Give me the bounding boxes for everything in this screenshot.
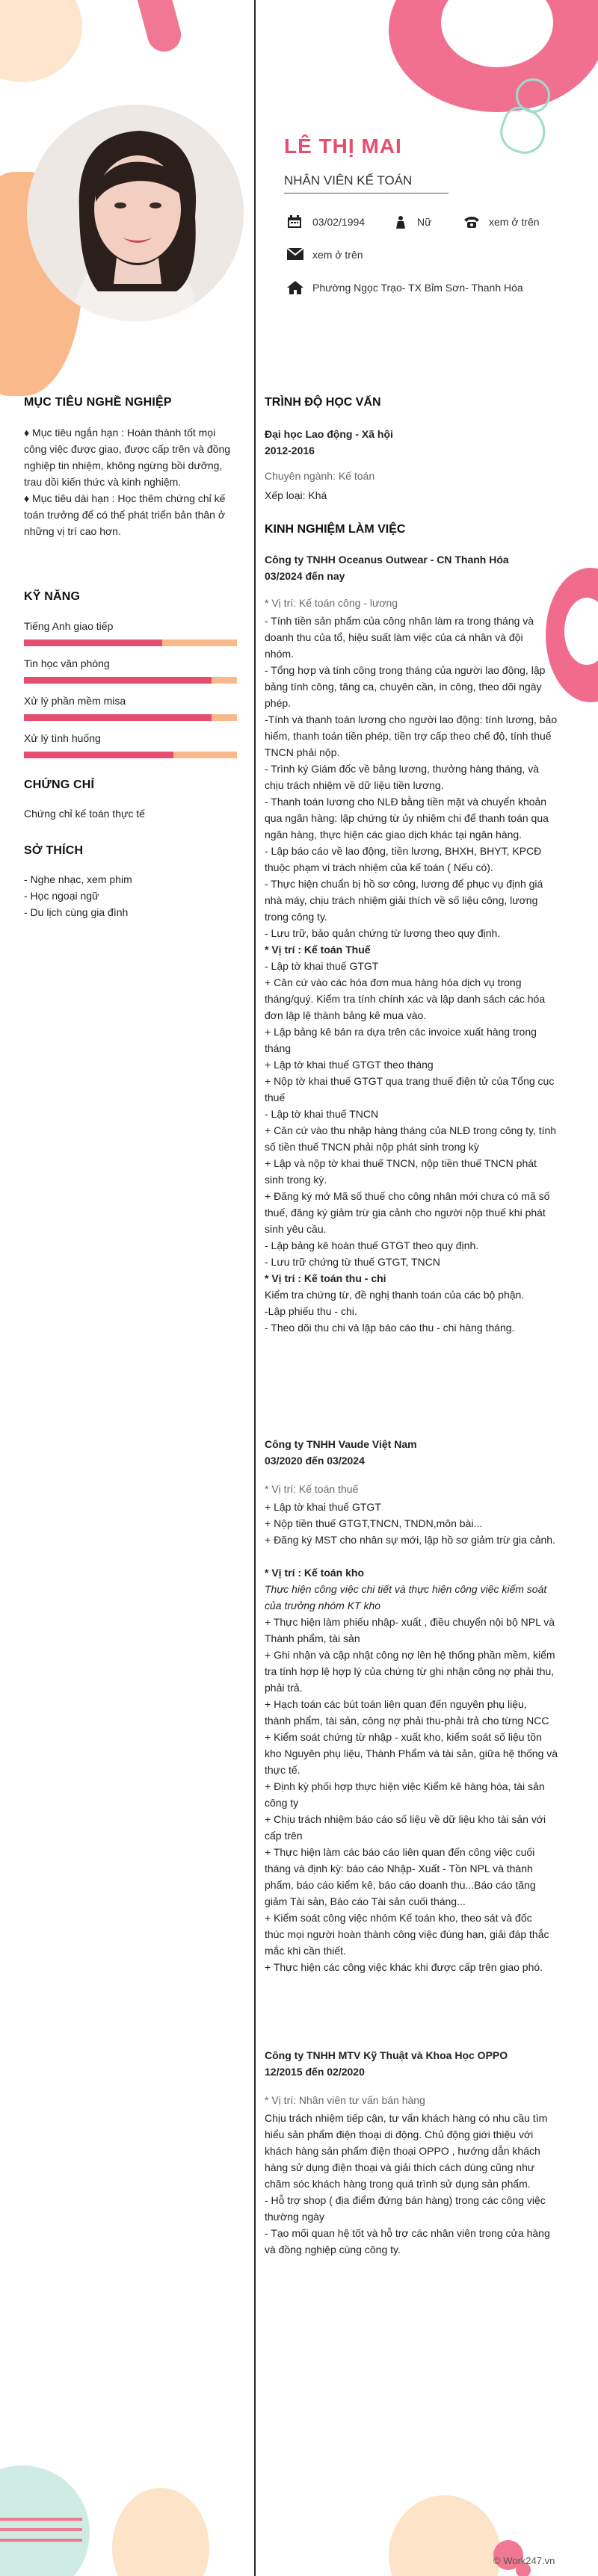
job-detail-line: + Căn cứ vào các hóa đơn mua hàng hóa dịch vụ trong: [265, 976, 522, 988]
address-row: [287, 281, 523, 294]
job-detail-line: - Tổng hợp và tính công trong tháng của người lao động, lập: [265, 664, 546, 676]
job-period: 03/2020 đến 03/2024: [265, 1455, 365, 1467]
hobbies-title: SỞ THÍCH: [24, 844, 84, 857]
skill-fill: [24, 752, 173, 758]
job-detail-line: qua ngân hàng: lập chứng từ ủy nhiệm chi để thanh toán qua: [265, 812, 549, 824]
job-detail-line: kho Nguyên phụ liệu, Thành Phẩm và tài sản, giữa hệ thống và: [265, 1747, 558, 1759]
job-detail-line: nhà máy, chịu trách nhiệm giải thích về số liệu công, lương: [265, 894, 538, 906]
skill-label: Tiếng Anh giao tiếp: [24, 620, 114, 632]
job-detail-line: + Đăng ký MST cho nhân sự mới, lập hồ sơ giảm trừ gia cảnh.: [265, 1534, 555, 1546]
job-period: 03/2024 đến nay: [265, 570, 345, 582]
job-detail-line: - Lập báo cáo về lao động, tiền lương, BHXH, BHYT, KPCĐ: [265, 845, 542, 857]
objective-text: [24, 424, 248, 539]
job-detail-line: - Lập bảng kê hoàn thuế GTGT theo quy định.: [265, 1239, 479, 1251]
job-detail-line: + Thực hiện làm các báo cáo liên quan đến công việc cuối: [265, 1846, 535, 1858]
skills-title: KỸ NĂNG: [24, 590, 81, 603]
job-detail-line: + Lập tờ khai thuế GTGT: [265, 1501, 381, 1513]
skill-fill: [24, 640, 162, 646]
hobby-item: - Học ngoại ngữ: [24, 890, 99, 902]
address-value: Phường Ngọc Trạo- TX Bỉm Sơn- Thanh Hóa: [312, 282, 523, 294]
job-detail-line: Kiểm tra chứng từ, đề nghị thanh toán của các bộ phận.: [265, 1289, 525, 1301]
job-company: Công ty TNHH Vaude Việt Nam: [265, 1438, 417, 1450]
objective-line: ♦ Mục tiêu ngắn hạn : Hoàn thành tốt mọi: [24, 427, 216, 439]
job-detail-line: bảng tính công, tăng ca, chuyên cần, in công, theo dõi ngày: [265, 681, 542, 693]
skill-label: Xử lý tình huống: [24, 732, 101, 744]
job-detail-line: Chịu trách nhiệm tiếp cận, tư vấn khách hàng có nhu cầu tìm: [265, 2112, 548, 2124]
job-detail-line: - Tạo mối quan hệ tốt và hỗ trợ các nhân viên trong cửa hàng: [265, 2227, 550, 2239]
job-detail-line: sinh yêu cầu.: [265, 1223, 327, 1235]
job-detail-line: cấp trên: [265, 1830, 303, 1842]
job-detail-line: -Tính và thanh toán lương cho người lao động: tính lương, bảo: [265, 713, 558, 725]
job-detail-line: + Nộp tiền thuế GTGT,TNCN, TNDN,môn bài...: [265, 1517, 483, 1529]
job-title: NHÂN VIÊN KẾ TOÁN: [284, 173, 413, 188]
job-detail-line: - Thanh toán lương cho NLĐ bằng tiền mặt và chuyển khoản: [265, 796, 547, 808]
birthdate-row: [287, 215, 365, 229]
job-detail-line: và đồng nghiệp cùng công ty.: [265, 2244, 401, 2255]
objective-line: toán trưởng để có thể phát triển bản thân ở: [24, 509, 226, 521]
job-detail-line: hàng sử dụng điện thoại và giải thích cách dùng cũng như: [265, 2161, 535, 2173]
job-detail-line: trong công ty.: [265, 911, 327, 923]
job-description: [265, 1499, 579, 1975]
job-role: * Vị trí: Kế toán thuế: [265, 1483, 359, 1495]
skill-label: Tin học văn phòng: [24, 657, 110, 669]
job-detail-line: - Lưu trữ chứng từ thuế GTGT, TNCN: [265, 1256, 440, 1268]
phone-row: [463, 215, 540, 229]
job-detail-line: thành phẩm, tài sản, công nợ phải thu-phải trả cho từng NCC: [265, 1715, 549, 1727]
job-period: 12/2015 đến 02/2020: [265, 2066, 365, 2078]
job-description: [265, 2110, 579, 2258]
job-detail-line: khách hàng sản phẩm điện thoại OPPO , hướng dẫn khách: [265, 2145, 540, 2157]
skill-bar: [24, 640, 237, 646]
school-years: 2012-2016: [265, 445, 315, 456]
job-role: * Vị trí: Kế toán công - lương: [265, 597, 398, 609]
job-detail-line: phẩm, báo cáo kiểm kê, báo cáo doanh thu...Báo cáo tăng: [265, 1879, 536, 1891]
objective-line: những vị trí cao hơn.: [24, 525, 121, 537]
hobbies-list: [24, 871, 132, 920]
job-detail-line: thực tế.: [265, 1764, 300, 1776]
job-detail-line: phép.: [265, 697, 292, 709]
job-detail-line: giảm Tài sản, Báo cáo Tài sản cuối tháng...: [265, 1895, 466, 1907]
candidate-name: LÊ THỊ MAI: [284, 134, 402, 158]
job-detail-line: thuế: [265, 1092, 286, 1103]
column-divider: [254, 0, 256, 2576]
job-detail-line: Thực hiện công việc chi tiết và thực hiện công việc kiểm soát: [265, 1583, 547, 1595]
envelope-icon: [287, 248, 303, 261]
job-detail-line: sinh trong kỳ.: [265, 1174, 327, 1186]
hobby-item: - Du lịch cùng gia đình: [24, 906, 129, 918]
hobby-item: - Nghe nhạc, xem phim: [24, 873, 132, 885]
job-detail-line: + Nộp tờ khai thuế GTGT qua trang thuế điện tử của Tổng cục: [265, 1075, 555, 1087]
skill-bar: [24, 714, 237, 721]
job-detail-line: + Kiểm soát công việc nhóm Kế toán kho, theo sát và đốc: [265, 1912, 532, 1924]
education-major: Chuyên ngành: Kế toán: [265, 470, 375, 482]
job-detail-line: - Tính tiền sản phẩm của công nhân làm ra trong tháng và: [265, 615, 534, 627]
job-detail-line: - Lưu trữ, bảo quản chứng từ lương theo quy định.: [265, 927, 501, 939]
skill-bar: [24, 677, 237, 684]
watermark: © Work247.vn: [493, 2555, 555, 2566]
job-detail-line: - Hỗ trợ shop ( địa điểm đứng bán hàng) trong các công việc: [265, 2194, 546, 2206]
job-detail-line: thuộc phạm vi trách nhiệm của kế toán ( Nếu có).: [265, 861, 493, 873]
job-detail-line: + Đăng ký mở Mã số thuế cho công nhân mới chưa có mã số: [265, 1190, 550, 1202]
school-name: Đại học Lao động - Xã hội: [265, 428, 393, 440]
job-detail-line: của trưởng nhóm KT kho: [265, 1600, 381, 1611]
decor-stripe: [0, 2539, 82, 2542]
job-detail-line: - Theo dõi thu chi và lập báo cáo thu - chi hàng tháng.: [265, 1322, 515, 1334]
gender-row: [395, 215, 431, 229]
job-detail-line: TNCN phải nộp.: [265, 746, 340, 758]
phone-icon: [463, 215, 480, 229]
job-detail-line: tháng và định kỳ: báo cáo Nhập- Xuất - Tồn NPL và thành: [265, 1863, 533, 1874]
gender-icon: [395, 215, 408, 229]
job-detail-line: - Lập tờ khai thuế GTGT: [265, 960, 379, 972]
email-value: xem ở trên: [312, 249, 363, 261]
objective-title: MỤC TIÊU NGHỀ NGHIỆP: [24, 396, 172, 409]
skill-bar: [24, 752, 237, 758]
avatar-photo: [27, 105, 244, 321]
job-detail-line: + Kiểm soát chứng từ nhập - xuất kho, kiểm soát số liệu tồn: [265, 1731, 542, 1743]
job-detail-line: - Lập tờ khai thuế TNCN: [265, 1108, 379, 1120]
job-detail-line: + Lập bảng kê bán ra dựa trên các invoice xuất hàng trong: [265, 1026, 537, 1038]
job-company: Công ty TNHH Oceanus Outwear - CN Thanh Hóa: [265, 554, 509, 566]
job-detail-line: + Chịu trách nhiệm báo cáo số liệu về dữ liệu kho tài sản với: [265, 1813, 546, 1825]
job-detail-line: + Định kỳ phối hợp thực hiện việc Kiểm kê hàng hóa, tài sản: [265, 1780, 545, 1792]
job-detail-line: ngân hàng, thực hiện các giao dịch khác tại ngân hàng.: [265, 829, 523, 840]
job-detail-line: hiểu sản phẩm điện thoại di động. Chủ động giới thiệu với: [265, 2128, 534, 2140]
decor-pink-shape: [133, 0, 185, 55]
decor-peach-blob: [112, 2488, 209, 2576]
job-detail-line: + Lập và nộp tờ khai thuế TNCN, nộp tiền thuế TNCN phát: [265, 1157, 537, 1169]
job-detail-line: thuế, đăng ký giảm trừ gia cảnh cho người nộp thuế khi phát: [265, 1207, 546, 1219]
job-detail-line: chịu trách nhiệm về dữ liệu tiền lương.: [265, 779, 444, 791]
job-detail-line: tra tính hợp lệ hợp lý của chứng từ ghi nhận công nợ phải thu,: [265, 1665, 555, 1677]
phone-value: xem ở trên: [489, 216, 540, 228]
job-detail-line: hiểm, thanh toán tiền phép, tiền trợ cấp theo chế độ, tính thuế: [265, 730, 552, 742]
decor-stripe: [0, 2528, 82, 2531]
job-detail-line: -Lập phiếu thu - chi.: [265, 1305, 357, 1317]
objective-line: nghiệp tin nhiệm, không ngừng bồi dưỡng,: [24, 459, 223, 471]
job-detail-line: tháng: [265, 1042, 292, 1054]
job-detail-line: mắc khi cần thiết.: [265, 1945, 346, 1957]
education-title: TRÌNH ĐỘ HỌC VẤN: [265, 396, 381, 409]
education-grade: Xếp loại: Khá: [265, 489, 327, 501]
email-row: [287, 248, 363, 261]
job-detail-line: * Vị trí : Kế toán Thuế: [265, 944, 371, 956]
job-detail-line: đơn lập lệ thành bảng kê mua vào.: [265, 1009, 427, 1021]
job-detail-line: + Thực hiện các công việc khác khi được cấp trên giao phó.: [265, 1961, 543, 1973]
job-detail-line: * Vị trí : Kế toán thu - chi: [265, 1272, 386, 1284]
birthdate-value: 03/02/1994: [312, 216, 366, 228]
job-role: * Vị trí: Nhân viên tư vấn bán hàng: [265, 2094, 425, 2106]
avatar: [27, 105, 244, 321]
decor-peach-blob: [389, 2495, 501, 2576]
gender-value: Nữ: [417, 216, 432, 228]
job-detail-line: tháng/quý. Kiểm tra tính chính xác và lập danh sách các hóa: [265, 993, 546, 1005]
decor-mint-blob: [0, 2465, 90, 2576]
skill-label: Xử lý phần mềm misa: [24, 695, 126, 707]
job-detail-line: - Thực hiện chuẩn bị hồ sơ công, lương để phục vụ định giá: [265, 878, 543, 890]
job-detail-line: doanh thu của tổ, hiệu suất làm việc của cá nhân và đội: [265, 631, 523, 643]
experience-title: KINH NGHIỆM LÀM VIỆC: [265, 523, 406, 536]
job-detail-line: [265, 1548, 579, 1564]
job-description: [265, 613, 579, 1336]
job-detail-line: + Thực hiện làm phiếu nhập- xuất , điều chuyển nội bộ NPL và: [265, 1616, 555, 1628]
job-detail-line: công ty: [265, 1797, 299, 1809]
job-detail-line: + Hạch toán các bút toán liên quan đến nguyên phụ liệu,: [265, 1698, 527, 1710]
decor-stripe: [0, 2518, 82, 2521]
skill-fill: [24, 714, 212, 721]
job-detail-line: + Lập tờ khai thuế GTGT theo tháng: [265, 1059, 434, 1071]
job-detail-line: số tiền thuế TNCN phải nộp phát sinh trong kỳ: [265, 1141, 479, 1153]
job-detail-line: + Ghi nhận và cập nhật công nợ lên hệ thống phần mềm, kiểm: [265, 1649, 555, 1661]
objective-line: trau dồi kiến thức và kinh nghiệm.: [24, 476, 182, 488]
job-detail-line: phải trả.: [265, 1682, 303, 1694]
certificate-item: Chứng chỉ kế toán thực tế: [24, 808, 145, 820]
job-detail-line: + Căn cứ vào thu nhập hàng tháng của NLĐ trong công ty, tính: [265, 1124, 557, 1136]
certificates-title: CHỨNG CHỈ: [24, 778, 95, 791]
job-detail-line: thường ngày: [265, 2211, 325, 2223]
objective-line: công việc được giao, được cấp trên và đồng: [24, 443, 231, 455]
job-detail-line: nhóm.: [265, 648, 294, 660]
calendar-icon: [287, 215, 303, 229]
job-detail-line: chăm sóc khách hàng trong quá trình sử dụng sản phẩm.: [265, 2178, 531, 2190]
objective-line: ♦ Mục tiêu dài hạn : Học thêm chứng chỉ kế: [24, 492, 226, 504]
skill-fill: [24, 677, 212, 684]
job-detail-line: thúc mọi người hoàn thành công việc đúng hạn, giải đáp thắc: [265, 1928, 549, 1940]
job-company: Công ty TNHH MTV Kỹ Thuật và Khoa Học OPPO: [265, 2049, 508, 2061]
job-detail-line: * Vị trí : Kế toán kho: [265, 1567, 365, 1579]
job-detail-line: - Trình ký Giám đốc về bảng lương, thưởng hàng tháng, và: [265, 763, 540, 775]
job-detail-line: Thành phẩm, tài sản: [265, 1632, 360, 1644]
decor-peach-blob: [0, 0, 82, 82]
home-icon: [287, 281, 303, 294]
